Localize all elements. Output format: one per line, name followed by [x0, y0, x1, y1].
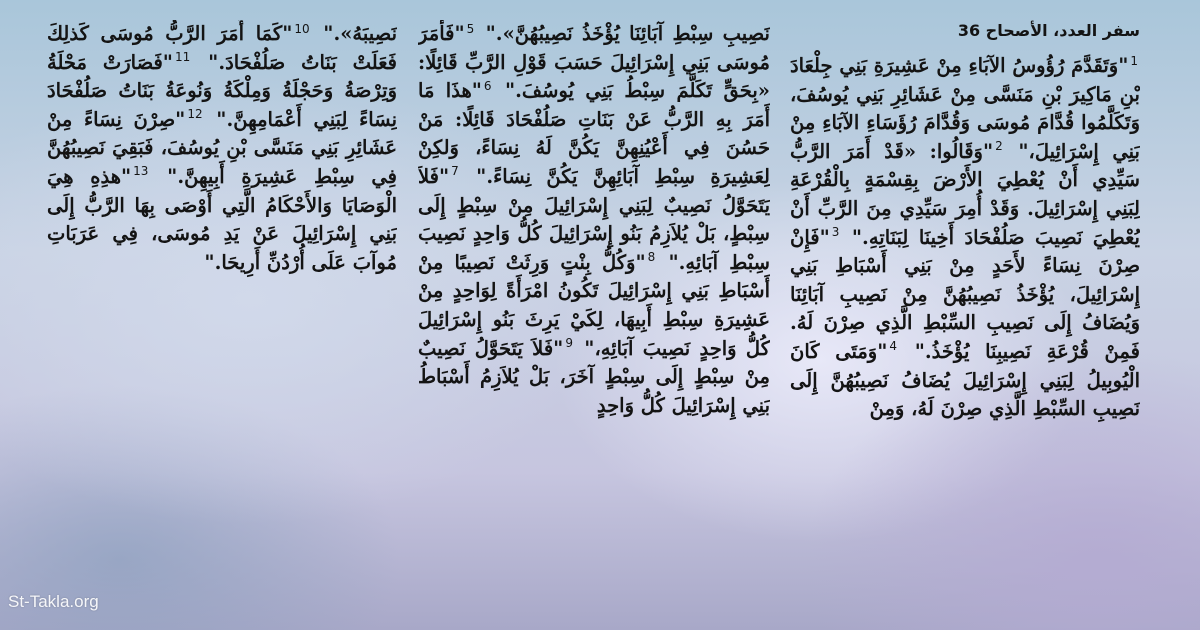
verse-number: 8 — [647, 250, 656, 265]
column-right — [790, 20, 1140, 620]
verse-number: 11 — [174, 50, 191, 65]
verse-text: "فَإِنْ صِرْنَ نِسَاءً لأَحَدٍ مِنْ بَنِي أَسْبَاطِ بَنِي إِسْرَائِيلَ، يُؤْخَذُ نَصِيبُهُنَّ مِنْ نَصِيبِ آبَائِنَا وَيُضَافُ إِلَى نَصِيبِ السِّبْطِ الَّذِي صِرْنَ لَهُ. فَمِنْ قُرْعَةِ نَصِيبِنَا يُؤْخَذُ." — [790, 225, 1140, 363]
chapter-heading: سفر العدد، الأصحاح 36 — [957, 21, 1140, 40]
verse-number: 1 — [1130, 53, 1138, 68]
verse-number: 7 — [451, 164, 459, 179]
verse-number: 13 — [133, 164, 149, 179]
verse-text: "هذَا مَا أَمَرَ بِهِ الرَّبُّ عَنْ بَنَاتِ صَلُفْحَادَ قَائِلًا: مَنْ حَسُنَ فِي أَعْيُنِهِنَّ يَكُنَّ لَهُ نِسَاءً، وَلكِنْ لِعَشِيرَةِ سِبْطِ آبَائِهِنَّ يَكُنَّ نِسَاءً." — [418, 79, 770, 188]
verse-text: "هذِهِ هِيَ الْوَصَايَا وَالأَحْكَامُ الَّتِي أَوْصَى بِهَا الرَّبُّ إِلَى بَنِي إِسْرَائِيلَ عَنْ يَدِ مُوسَى، فِي عَرَبَاتِ مُوآبَ عَلَى أُرْدُنِّ أَرِيحَا." — [47, 164, 397, 274]
verse-number: 3 — [831, 225, 840, 240]
verse-text: "وَمَتَى كَانَ الْيُوبِيلُ لِبَنِي إِسْرَائِيلَ يُضَافُ نَصِيبُهُنَّ إِلَى نَصِيبِ السِّبْطِ الَّذِي صِرْنَ لَهُ، وَمِنْ — [790, 339, 1140, 421]
verse-number: 2 — [995, 139, 1003, 154]
verses-middle — [418, 20, 770, 420]
verses-left — [47, 20, 397, 277]
verse-text: "وَتَقَدَّمَ رُؤُوسُ الآبَاءِ مِنْ عَشِيرَةِ بَنِي جِلْعَادَ بْنِ مَاكِيرَ بْنِ مَنَسَّى مِنْ عَشَائِرِ بَنِي يُوسُفَ، وَتَكَلَّمُوا قُدَّامَ مُوسَى وَقُدَّامَ رُؤَسَاءِ الآبَاءِ مِنْ بَنِي إِسْرَائِيلَ،" — [790, 54, 1140, 163]
column-middle — [418, 20, 770, 620]
verse-text: "وَكُلُّ بِنْتٍ وَرِثَتْ نَصِيبًا مِنْ أَسْبَاطِ بَنِي إِسْرَائِيلَ تَكُونُ امْرَأَةً لِوَاحِدٍ مِنْ عَشِيرَةِ سِبْطِ أَبِيهَا، لِكَيْ يَرِثَ بَنُو إِسْرَائِيلَ كُلُّ وَاحِدٍ نَصِيبَ آبَائِهِ،" — [418, 250, 770, 360]
verse-text: "وَقَالُوا: «قَدْ أَمَرَ الرَّبُّ سَيِّدِي أَنْ يُعْطِيَ الأَرْضَ بِقِسْمَةٍ بِالْقُرْعَةِ لِبَنِي إِسْرَائِيلَ. وَقَدْ أُمِرَ سَيِّدِي مِنَ الرَّبِّ أَنْ يُعْطِيَ نَصِيبَ صَلُفْحَادَ أَخِينَا لِبَنَاتِهِ." — [790, 139, 1140, 249]
verse-text: "كَمَا أَمَرَ الرَّبُّ مُوسَى كَذلِكَ فَعَلَتْ بَنَاتُ صَلُفْحَادَ." — [47, 22, 397, 74]
verse-number: 9 — [565, 336, 573, 351]
verse-number: 12 — [187, 107, 203, 122]
verse-text: "فَلاَ يَتَحَوَّلُ نَصِيبٌ لِبَنِي إِسْرَائِيلَ مِنْ سِبْطٍ إِلَى سِبْطٍ، بَلْ يُلاَزِمُ بَنُو إِسْرَائِيلَ كُلُّ وَاحِدٍ نَصِيبَ سِبْطِ آبَائِهِ." — [418, 164, 770, 274]
verses-right — [790, 52, 1140, 424]
verse-text: "فَصَارَتْ مَحْلَةُ وَتِرْصَةُ وَحَجْلَةُ وَمِلْكَةُ وَنُوعَةُ بَنَاتُ صَلُفْحَادَ نِسَاءً لِبَنِي أَعْمَامِهِنَّ." — [47, 50, 397, 131]
verse-number: 10 — [294, 21, 310, 36]
verse-number: 4 — [889, 339, 898, 354]
verse-text: "فَلاَ يَتَحَوَّلُ نَصِيبٌ مِنْ سِبْطٍ إِلَى سِبْطٍ آخَرَ، بَلْ يُلاَزِمُ أَسْبَاطُ بَنِي إِسْرَائِيلَ كُلُّ وَاحِدٍ — [418, 336, 770, 417]
verse-text: نَصِيبِ سِبْطِ آبَائِنَا يُؤْخَذُ نَصِيبُهُنَّ»." — [485, 22, 770, 45]
verse-text: "فَأَمَرَ مُوسَى بَنِي إِسْرَائِيلَ حَسَبَ قَوْلِ الرَّبِّ قَائِلًا: «بِحَقٍّ تَكَلَّمَ سِبْطُ بَنِي يُوسُفَ." — [418, 22, 770, 103]
verse-text: نَصِيبَهُ»." — [323, 22, 397, 45]
verse-number: 6 — [483, 78, 492, 93]
column-left — [47, 20, 397, 620]
verse-number: 5 — [466, 21, 475, 36]
site-watermark: St-Takla.org — [8, 592, 99, 611]
verse-text: "صِرْنَ نِسَاءً مِنْ عَشَائِرِ بَنِي مَنَسَّى بْنِ يُوسُفَ، فَبَقِيَ نَصِيبُهُنَّ فِي سِبْطِ عَشِيرَةِ أَبِيهِنَّ." — [47, 107, 397, 188]
